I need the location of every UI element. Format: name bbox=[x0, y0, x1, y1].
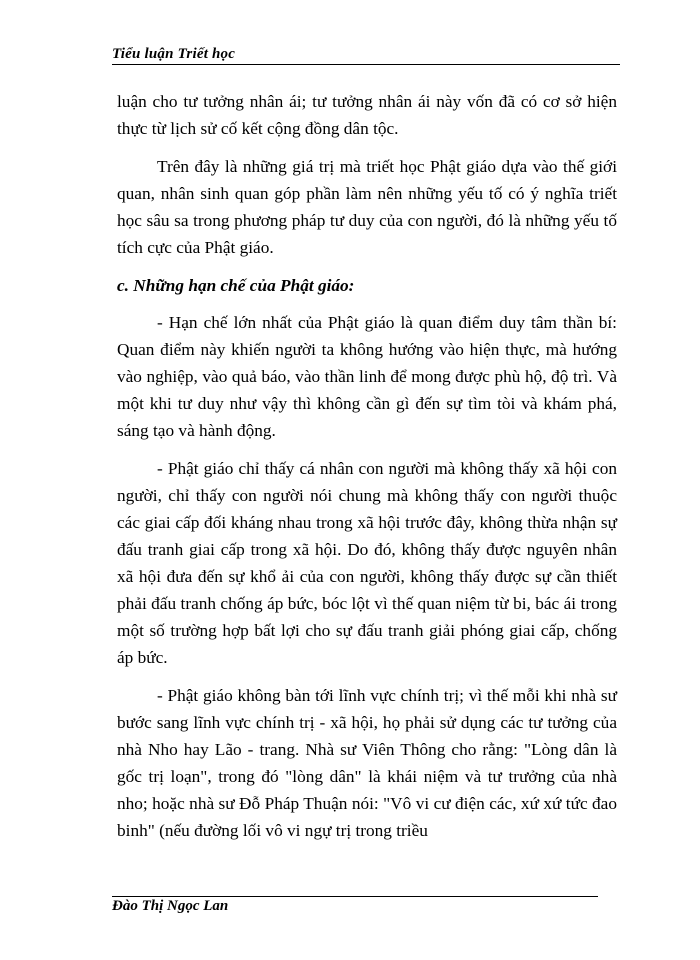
page-header bbox=[112, 44, 620, 65]
paragraph-summary: Trên đây là những giá trị mà triết học Phật giáo dựa vào thế giới quan, nhân sinh quan góp phần làm nên những yếu tố có ý nghĩa triết học sâu sa trong phương pháp tư duy của con người, đó là những yếu tố tích cực của Phật giáo. bbox=[117, 157, 617, 257]
paragraph-limitation-2: - Phật giáo chỉ thấy cá nhân con người mà không thấy xã hội con người, chỉ thấy con người nói chung mà không thấy con người thuộc các giai cấp đối kháng nhau trong xã hội trước đây, không thừa nhận sự đấu tranh giai cấp trong xã hội. Do đó, không thấy được nguyên nhân xã hội đưa đến sự khổ ải của con người, không thấy được sự cần thiết phải đấu tranh chống áp bức, bóc lột vì thế quan niệm từ bi, bác ái trong một số trường hợp bất lợi cho sự đấu tranh giải phóng giai cấp, chống áp bức. bbox=[117, 459, 617, 667]
footer-author: Đào Thị Ngọc Lan bbox=[112, 898, 229, 914]
section-heading: c. Những hạn chế của Phật giáo: bbox=[117, 276, 355, 295]
page-footer bbox=[112, 896, 598, 917]
document-body bbox=[117, 88, 617, 855]
paragraph-limitation-3: - Phật giáo không bàn tới lĩnh vực chính trị; vì thế mỗi khi nhà sư bước sang lĩnh vực chính trị - xã hội, họ phải sử dụng các tư tưởng của nhà Nho hay Lão - trang. Nhà sư Viên Thông cho rằng: "Lòng dân là gốc trị loạn", trong đó "lòng dân" là khái niệm và tư trưởng của nhà nho; hoặc nhà sư Đỗ Pháp Thuận nói: "Vô vi cư điện các, xứ xứ tức đao binh" (nếu đường lối vô vi ngự trị trong triều bbox=[117, 686, 617, 840]
header-title: Tiểu luận Triết học bbox=[112, 46, 236, 62]
paragraph-continuation: luận cho tư tưởng nhân ái; tư tưởng nhân ái này vốn đã có cơ sở hiện thực từ lịch sử cố kết cộng đồng dân tộc. bbox=[117, 92, 617, 138]
paragraph-limitation-1: - Hạn chế lớn nhất của Phật giáo là quan điểm duy tâm thần bí: Quan điểm này khiến người ta không hướng vào hiện thực, mà hướng vào nghiệp, vào quả báo, vào thần linh để mong được phù hộ, độ trì. Và một khi tư duy như vậy thì không cần gì đến sự tìm tòi và khám phá, sáng tạo và hành động. bbox=[117, 313, 617, 440]
